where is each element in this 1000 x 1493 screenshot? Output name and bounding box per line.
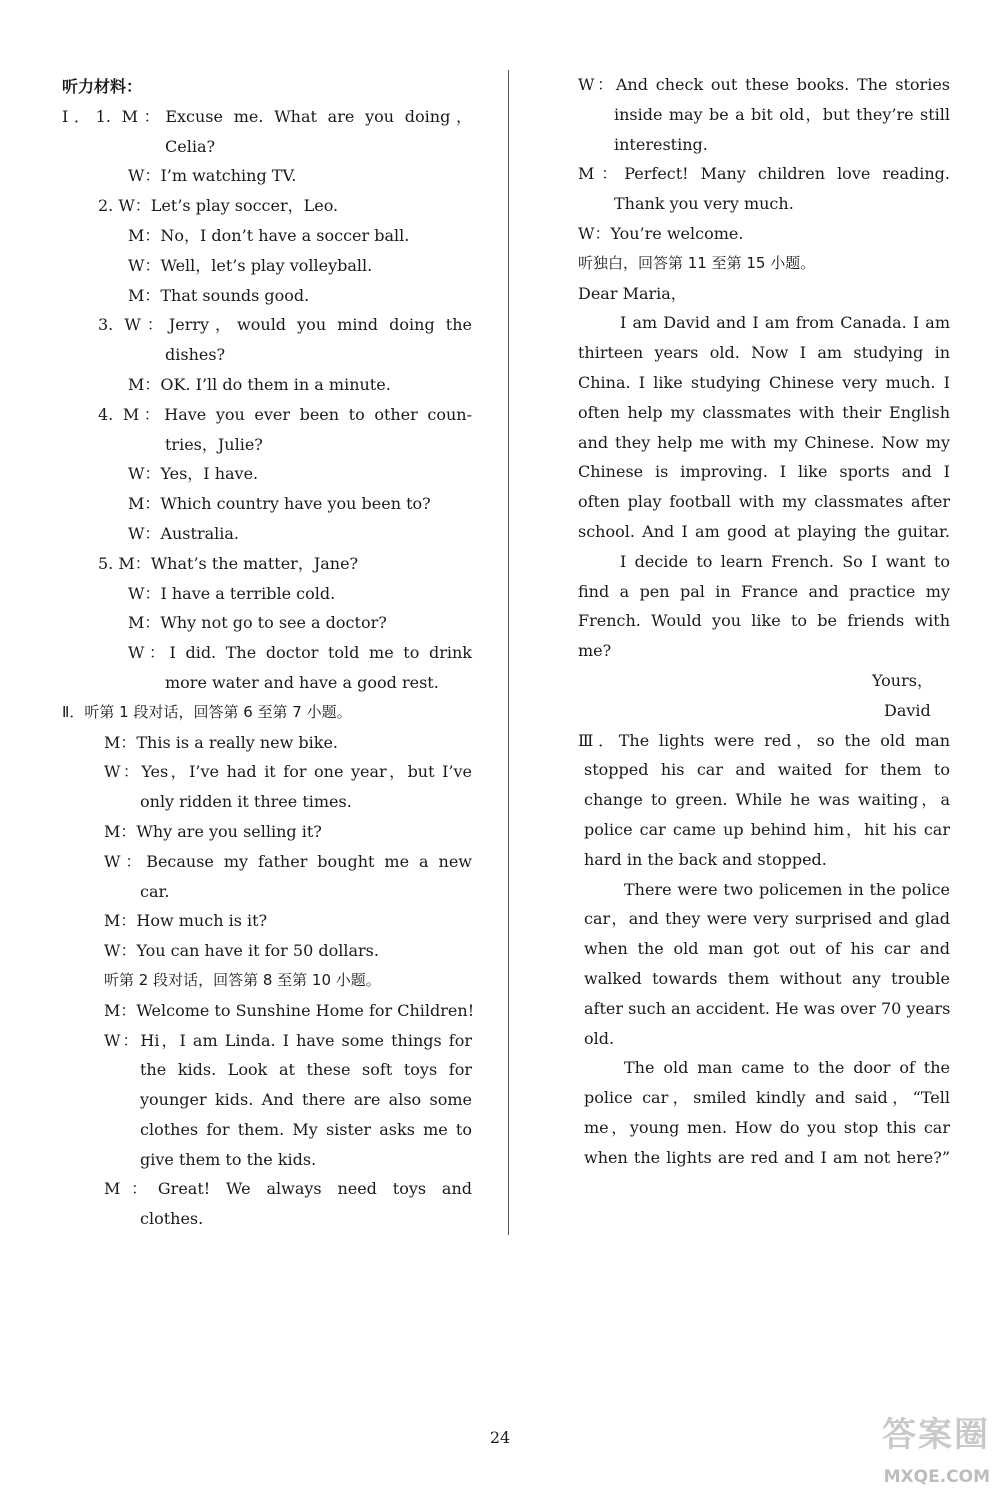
- text-line: M：Why are you selling it?: [104, 821, 322, 841]
- text-line: W：Yes，I’ve had it for one year，but I’ve: [104, 762, 472, 782]
- watermark-text: 答案圈: [882, 1415, 990, 1455]
- text-line: M：How much is it?: [104, 911, 268, 931]
- text-line: and they help me with my Chinese. Now my: [578, 432, 950, 452]
- text-line: W：And check out these books. The stories: [578, 75, 950, 94]
- text-line: dishes?: [165, 345, 226, 365]
- watermark-url: MXQE.COM: [883, 1467, 990, 1487]
- right-column: [578, 70, 950, 1172]
- watermark-logo: [860, 1407, 990, 1489]
- text-line: W：Australia.: [128, 523, 239, 543]
- text-line: M：Perfect! Many children love reading.: [578, 164, 950, 184]
- text-line: I．1. M：Excuse me. What are you doing，: [62, 106, 472, 126]
- text-line: school. And I am good at playing the guitar.: [578, 521, 950, 541]
- text-line: W：Hi，I am Linda. I have some things for: [104, 1030, 472, 1050]
- text-line: M：This is a really new bike.: [104, 732, 338, 752]
- page-number: 24: [489, 1428, 511, 1447]
- text-line: walked towards them without any trouble: [584, 968, 950, 988]
- text-line: Chinese is improving. I like sports and I: [578, 462, 950, 482]
- text-line: only ridden it three times.: [140, 792, 352, 812]
- text-line: interesting.: [614, 134, 708, 154]
- text-line: M：That sounds good.: [128, 285, 310, 305]
- text-line: often play football with my classmates after: [578, 492, 950, 512]
- text-line: W：You’re welcome.: [578, 223, 744, 243]
- text-line: I decide to learn French. So I want to: [620, 551, 950, 571]
- text-line: 3. W：Jerry，would you mind doing the: [98, 315, 472, 335]
- text-line: M：Welcome to Sunshine Home for Children!: [104, 1000, 475, 1020]
- text-line: French. Would you like to be friends with: [578, 611, 950, 631]
- text-line: police car，smiled kindly and said，“Tell: [584, 1088, 950, 1108]
- text-line: police car came up behind him，hit his car: [584, 819, 950, 839]
- text-line: tries，Julie?: [165, 434, 263, 454]
- text-line: younger kids. And there are also some: [140, 1090, 472, 1110]
- text-line: find a pen pal in France and practice my: [578, 581, 950, 601]
- text-line: Ⅲ．The lights were red，so the old man: [578, 730, 950, 750]
- text-line: 4. M：Have you ever been to other coun-: [98, 404, 472, 424]
- text-line: M：Why not go to see a doctor?: [128, 613, 387, 633]
- text-line: David: [884, 700, 931, 720]
- text-line: often help my classmates with their English: [578, 402, 950, 422]
- text-line: clothes for them. My sister asks me to: [140, 1119, 472, 1139]
- text-line: Dear Maria，: [578, 283, 687, 303]
- text-line: There were two policemen in the police: [624, 879, 950, 899]
- text-line: The old man came to the door of the: [624, 1058, 950, 1078]
- text-line: hard in the back and stopped.: [584, 849, 827, 869]
- text-line: old.: [584, 1028, 615, 1048]
- text-line: change to green. While he was waiting，a: [584, 790, 950, 810]
- text-line: the kids. Look at these soft toys for: [140, 1060, 472, 1080]
- text-line: after such an accident. He was over 70 years: [584, 998, 951, 1018]
- text-line: M：Great! We always need toys and: [104, 1179, 472, 1199]
- text-line: W：Because my father bought me a new: [104, 851, 472, 871]
- text-line: Yours，: [872, 670, 933, 690]
- text-line: M：Which country have you been to?: [128, 494, 431, 514]
- text-line: China. I like studying Chinese very much. I: [578, 372, 950, 392]
- text-line: 5. M：What’s the matter，Jane?: [98, 553, 359, 573]
- left-column: [62, 72, 475, 1234]
- text-line: Celia?: [165, 136, 216, 156]
- text-line: Thank you very much.: [614, 194, 794, 214]
- text-line: when the lights are red and I am not here?”: [584, 1147, 950, 1167]
- text-line: W：I have a terrible cold.: [128, 583, 336, 603]
- text-line: W：I did. The doctor told me to drink: [128, 643, 472, 663]
- text-line: 听独白，回答第 11 至第 15 小题。: [578, 253, 816, 272]
- text-line: W：You can have it for 50 dollars.: [104, 941, 379, 961]
- text-line: car.: [140, 881, 170, 901]
- text-line: stopped his car and waited for them to: [584, 760, 950, 780]
- text-line: thirteen years old. Now I am studying in: [578, 343, 950, 363]
- column-divider: [508, 70, 509, 1235]
- text-line: W：Well，let’s play volleyball.: [128, 255, 373, 275]
- text-line: car，and they were very surprised and glad: [584, 909, 950, 929]
- text-line: Ⅱ．听第 1 段对话，回答第 6 至第 7 小题。: [62, 702, 352, 721]
- text-line: M：OK. I’ll do them in a minute.: [128, 374, 391, 394]
- text-line: when the old man got out of his car and: [584, 939, 950, 959]
- text-line: W：Yes，I have.: [128, 464, 259, 484]
- text-line: give them to the kids.: [140, 1149, 317, 1169]
- text-line: more water and have a good rest.: [165, 672, 439, 692]
- text-line: me，young men. How do you stop this car: [584, 1117, 950, 1137]
- text-line: clothes.: [140, 1209, 204, 1229]
- text-line: me?: [578, 641, 612, 661]
- text-line: I am David and I am from Canada. I am: [620, 313, 950, 333]
- text-line: inside may be a bit old，but they’re still: [614, 104, 950, 124]
- text-line: 听第 2 段对话，回答第 8 至第 10 小题。: [104, 970, 381, 989]
- section-heading: 听力材料：: [62, 77, 143, 96]
- text-line: M：No，I don’t have a soccer ball.: [128, 225, 410, 245]
- text-line: 2. W：Let’s play soccer，Leo.: [98, 196, 339, 216]
- text-line: W：I’m watching TV.: [128, 166, 297, 186]
